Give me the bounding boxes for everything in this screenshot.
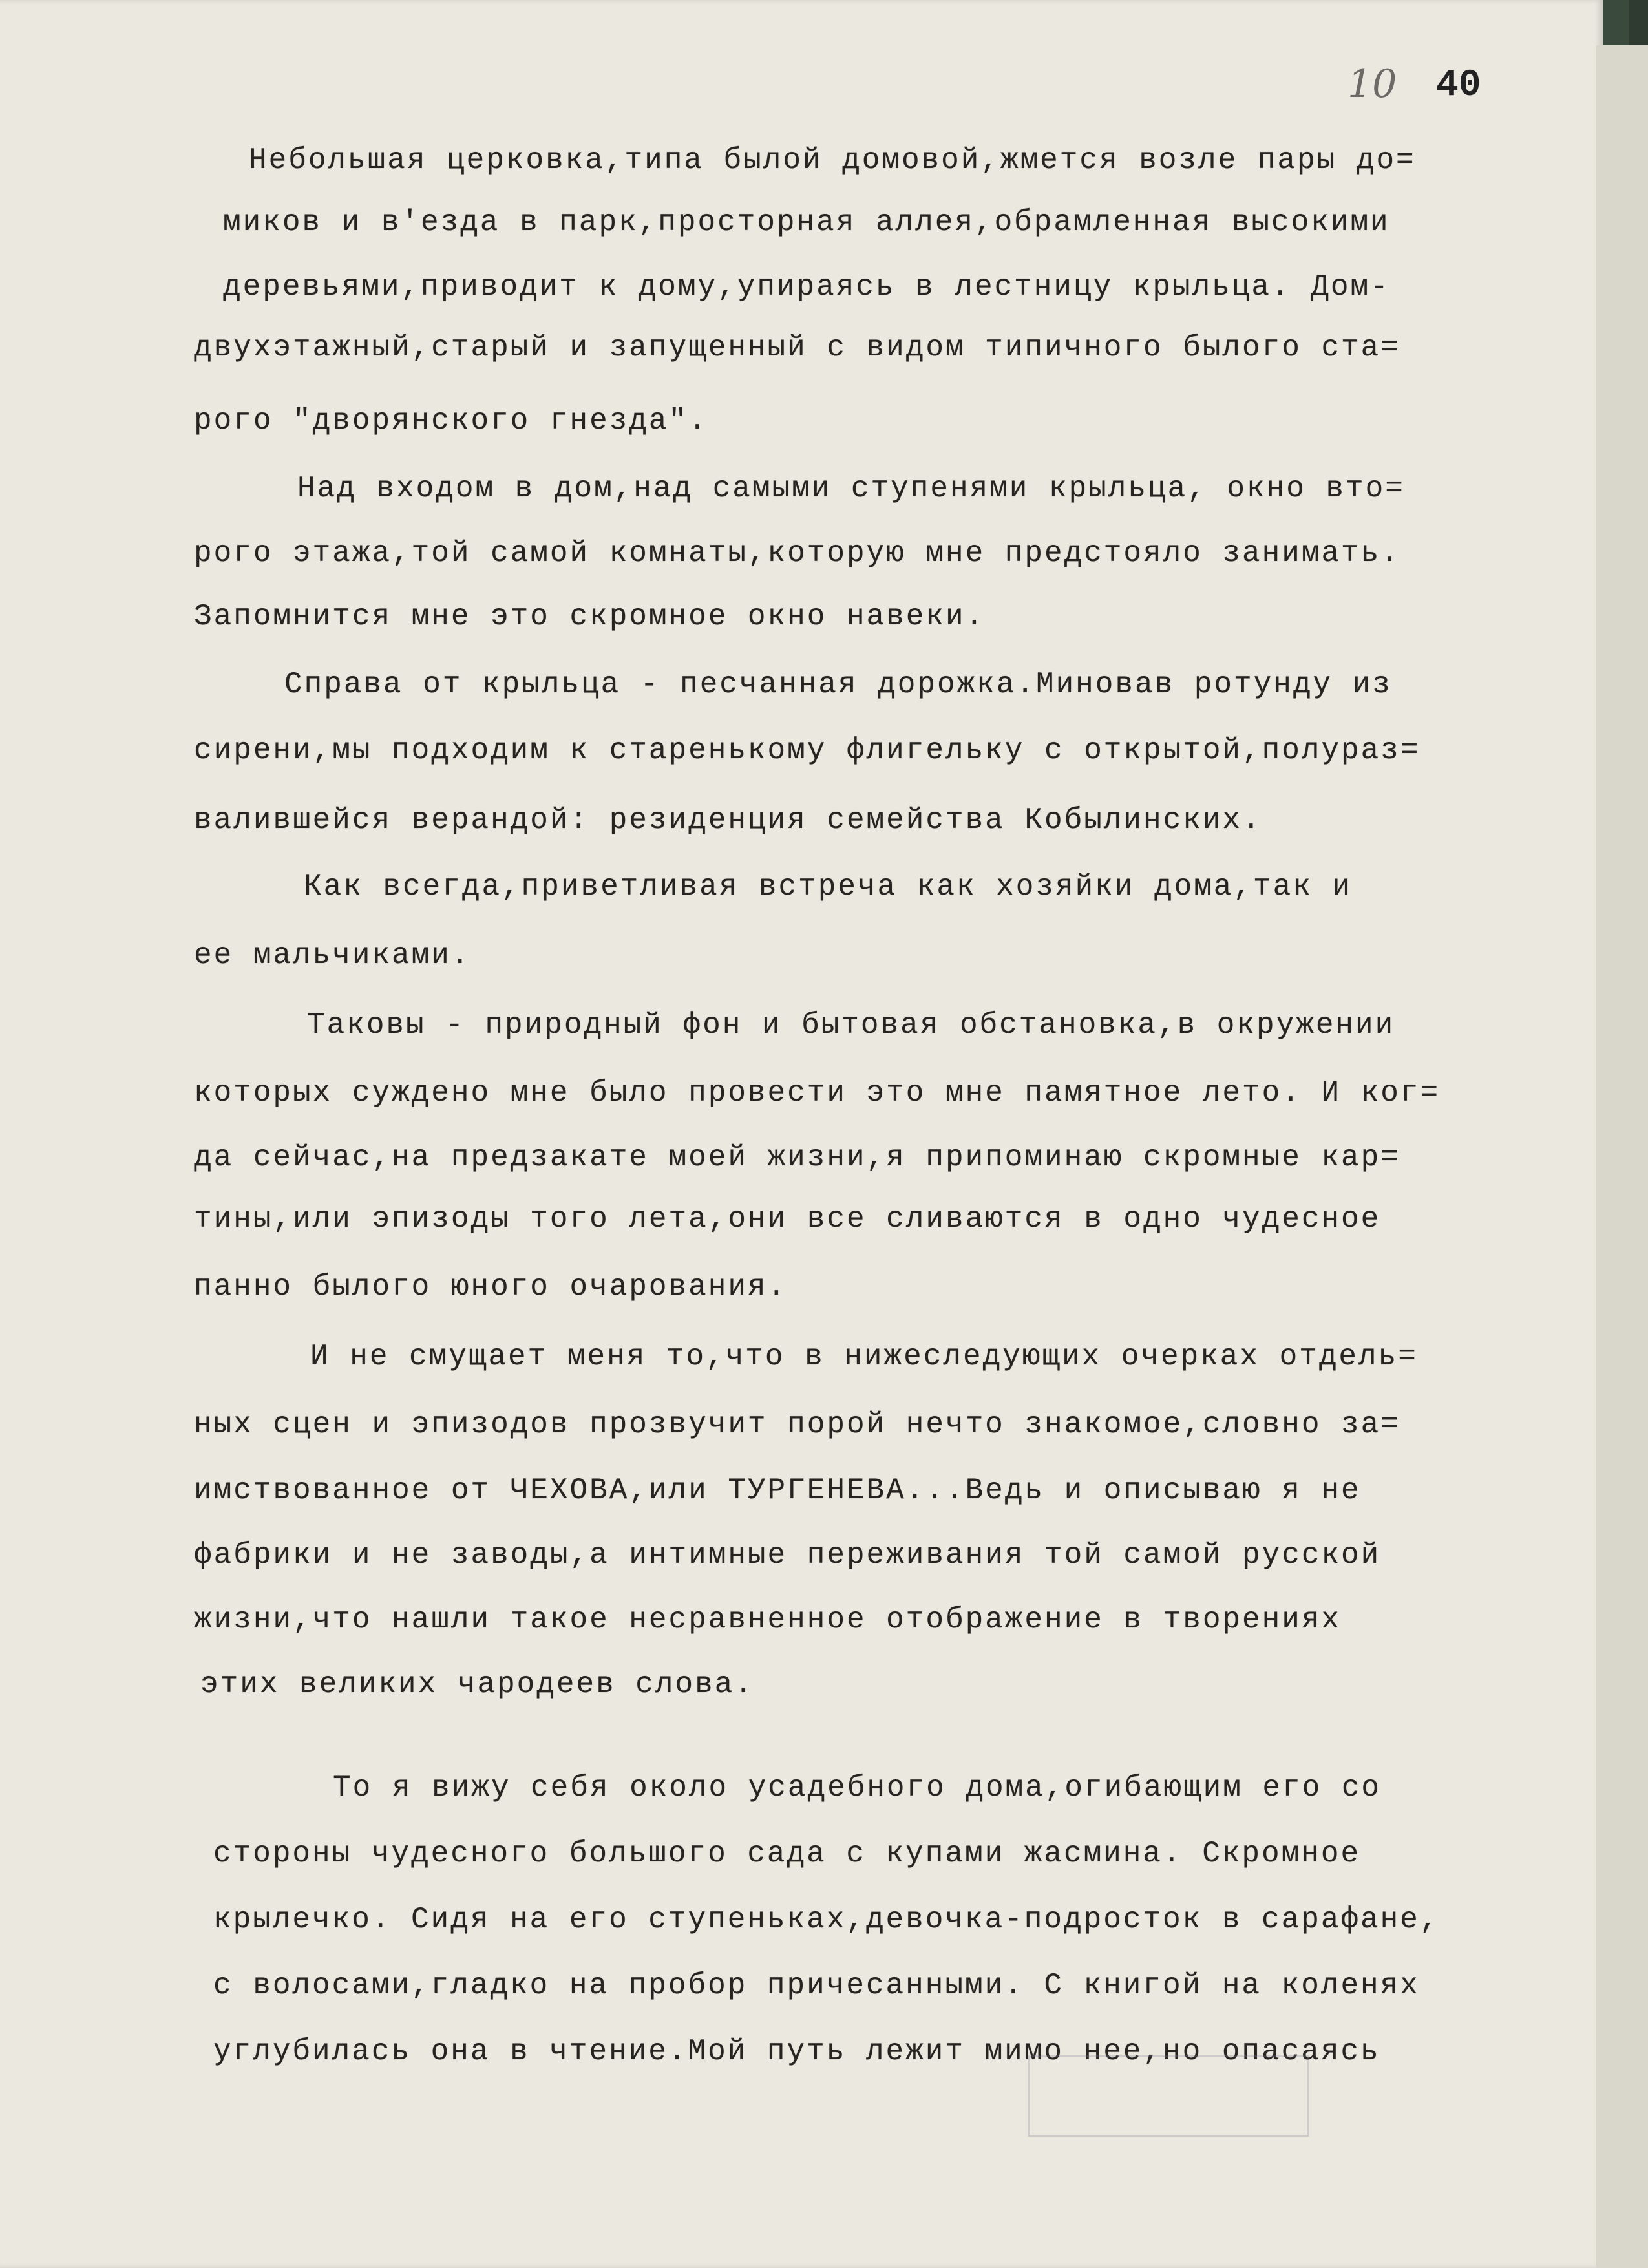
text-line: Запомнится мне это скромное окно навеки. — [194, 600, 986, 633]
text-line: Как всегда,приветливая встреча как хозяйки дома,так и — [304, 870, 1353, 904]
text-line: валившейся верандой: резиденция семейства Кобылинских. — [194, 803, 1262, 837]
text-line: с волосами,гладко на пробор причесанными. С книгой на коленях — [213, 1969, 1420, 2002]
text-line: двухэтажный,старый и запущенный с видом типичного былого ста= — [194, 331, 1400, 365]
text-line: этих великих чародеев слова. — [200, 1668, 754, 1701]
text-line: стороны чудесного большого сада с купами жасмина. Скромное — [213, 1837, 1361, 1871]
faded-stamp — [1028, 2055, 1309, 2137]
text-line: углубилась она в чтение.Мой путь лежит мимо нее,но опасаясь — [213, 2035, 1380, 2068]
text-line: которых суждено мне было провести это мне памятное лето. И ког= — [194, 1076, 1441, 1110]
text-line: да сейчас,на предзакате моей жизни,я припоминаю скромные кар= — [194, 1141, 1400, 1174]
handwritten-page-number: 10 — [1347, 61, 1397, 107]
text-line: жизни,что нашли такое несравненное отображение в творениях — [194, 1603, 1342, 1637]
typed-page-number: 40 — [1436, 65, 1481, 107]
text-line: ных сцен и эпизодов прозвучит порой нечто знакомое,словно за= — [194, 1408, 1400, 1441]
text-line: деревьями,приводит к дому,упираясь в лестницу крыльца. Дом- — [223, 270, 1390, 304]
text-line: рого этажа,той самой комнаты,которую мне предстояло занимать. — [194, 536, 1400, 570]
text-line: панно былого юного очарования. — [194, 1270, 788, 1304]
text-line: тины,или эпизоды того лета,они все сливаются в одно чудесное — [194, 1202, 1381, 1236]
text-line: То я вижу себя около усадебного дома,огибающим его со — [333, 1771, 1382, 1805]
background-edge — [1629, 0, 1648, 45]
text-line: И не смущает меня то,что в нижеследующих очерках отдель= — [310, 1340, 1418, 1373]
text-line: Над входом в дом,над самыми ступенями крыльца, окно вто= — [297, 472, 1405, 505]
text-line: имствованное от ЧЕХОВА,или ТУРГЕНЕВА...Ведь и описываю я не — [194, 1474, 1361, 1507]
text-line: рого "дворянского гнезда". — [194, 404, 708, 438]
text-line: Справа от крыльца - песчанная дорожка.Миновав ротунду из — [284, 668, 1392, 701]
underlying-sheet-edge — [1596, 45, 1648, 2268]
text-line: ее мальчиками. — [194, 938, 471, 972]
text-line: крылечко. Сидя на его ступеньках,девочка-подросток в сарафане, — [213, 1903, 1440, 1936]
text-line: Небольшая церковка,типа былой домовой,жмется возле пары до= — [249, 143, 1416, 177]
text-line: Таковы - природный фон и бытовая обстановка,в окружении — [307, 1008, 1395, 1042]
text-line: миков и в'езда в парк,просторная аллея,обрамленная высокими — [223, 206, 1390, 239]
text-line: фабрики и не заводы,а интимные переживания той самой русской — [194, 1538, 1381, 1572]
text-line: сирени,мы подходим к старенькому флигельку с открытой,полураз= — [194, 734, 1421, 767]
